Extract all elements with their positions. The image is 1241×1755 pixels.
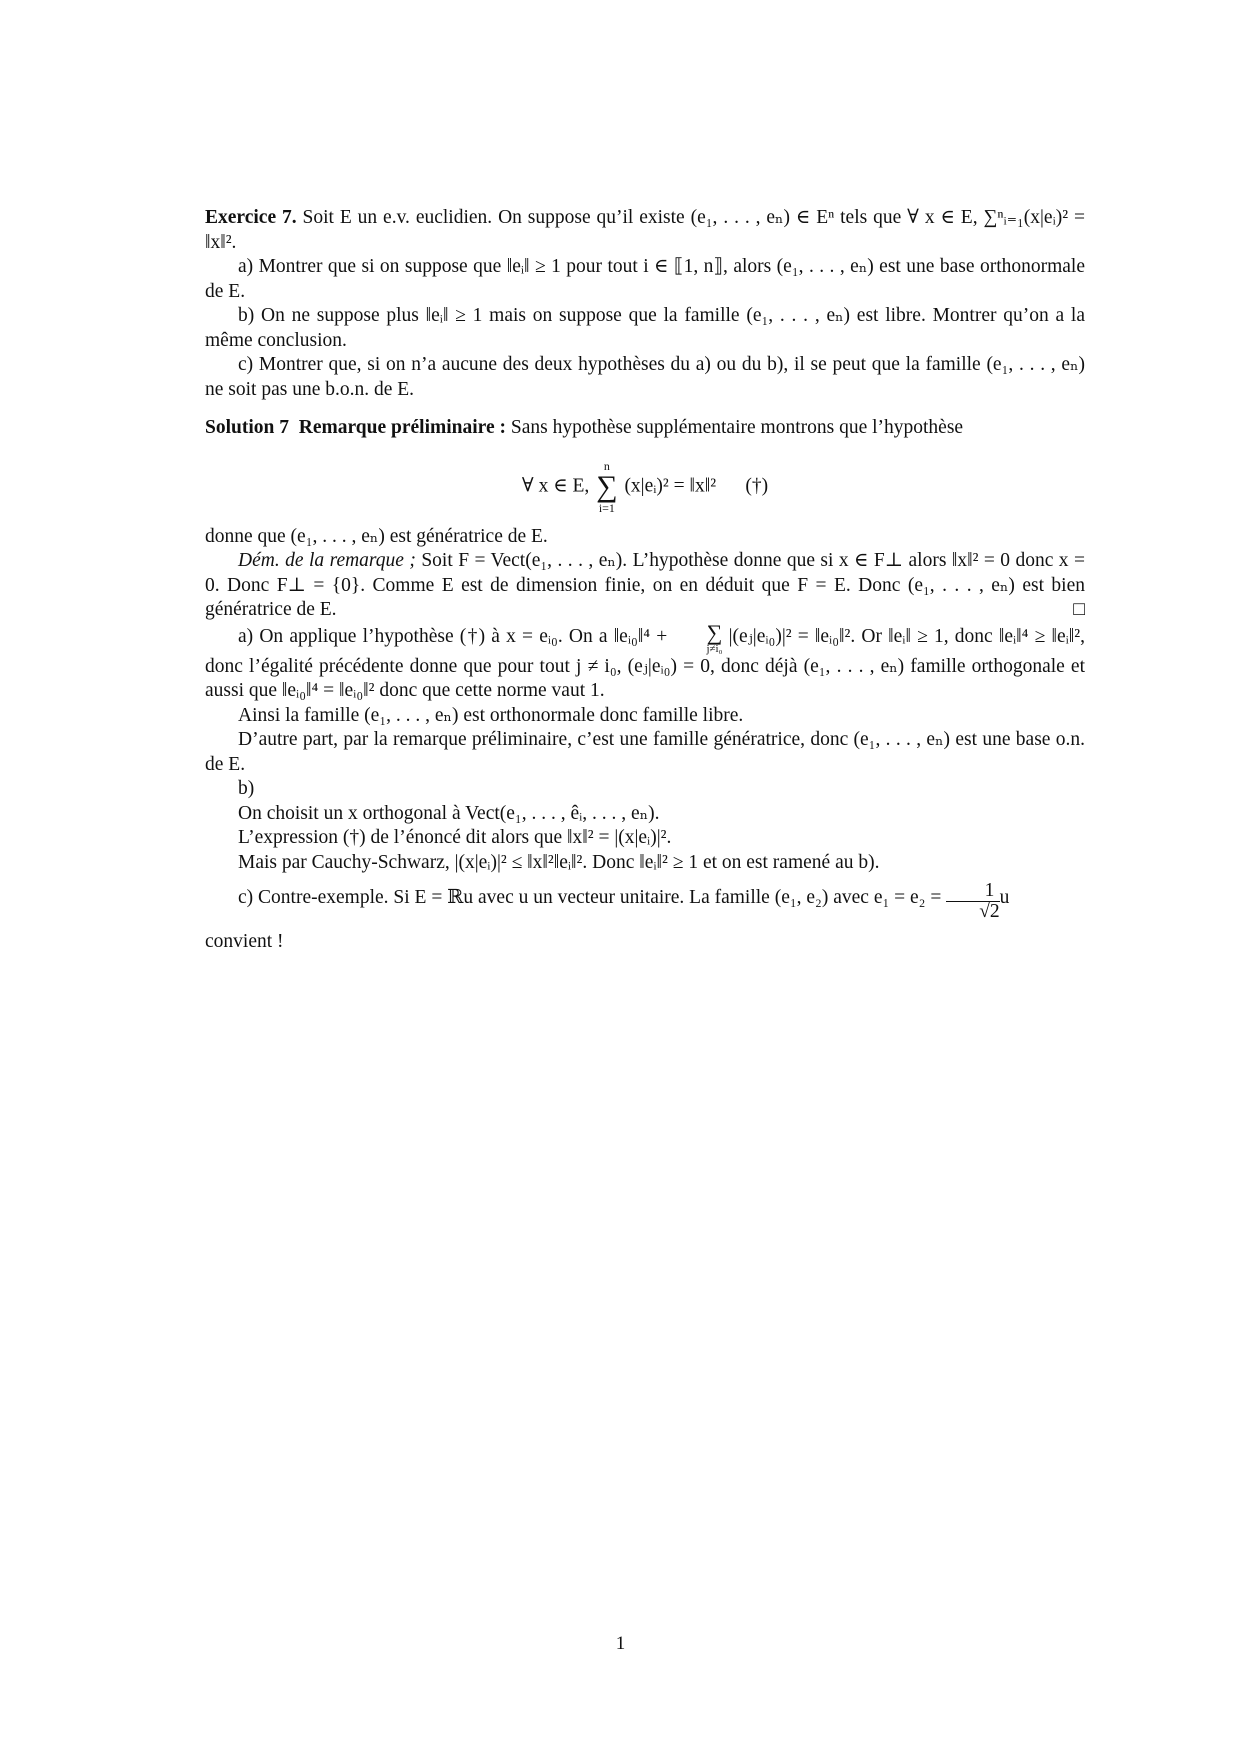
exercise-part-a: a) Montrer que si on suppose que ‖eᵢ‖ ≥ 1 pour tout i ∈ ⟦1, n⟧, alors (e₁, . . . , eₙ) est une base orthonormale de E. (205, 256, 1085, 302)
a-sum-lower-limit: j≠i₀ (706, 642, 723, 655)
display-equation (205, 459, 1085, 515)
a-summation: ∑ j≠i₀ (673, 623, 722, 655)
exercise-label: Exercice 7. (205, 207, 297, 228)
exercise-part-b: b) On ne suppose plus ‖eᵢ‖ ≥ 1 mais on suppose que la famille (e₁, . . . , eₙ) est libre. Montrer qu’on a la même conclusion. (205, 305, 1085, 351)
exercise-intro-text: Soit E un e.v. euclidien. On suppose qu’il existe (e₁, . . . , eₙ) ∈ Eⁿ tels que ∀ x ∈ E, ∑ⁿᵢ₌₁(x|eᵢ)² = ‖x‖². (205, 207, 1086, 253)
exercise-part-c: c) Montrer que, si on n’a aucune des deux hypothèses du a) ou du b), il se peut que la famille (e₁, . . . , eₙ) ne soit pas une b.o.n. de E. (205, 354, 1085, 400)
solution-label: Solution 7 (205, 417, 289, 438)
c-after: u (999, 887, 1010, 908)
b-line1: On choisit un x orthogonal à Vect(e₁, . . . , êᵢ, . . . , eₙ). (238, 802, 660, 824)
solution-part-c (205, 881, 1085, 922)
solution-heading (205, 416, 1085, 441)
after-display: donne que (e₁, . . . , eₙ) est génératrice de E. (205, 525, 548, 547)
remark-label: Remarque préliminaire : (298, 417, 506, 438)
fraction-numerator: 1 (946, 881, 999, 902)
fraction-denominator: √2 (979, 901, 1000, 922)
a-part2: |(eⱼ|eᵢ₀)|² = ‖eᵢ₀‖². Or ‖eᵢ‖ ≥ 1, donc ‖eᵢ‖⁴ ≥ ‖eᵢ‖², donc l’égalité précédente donne que pour tout j ≠ i₀, (eⱼ|eᵢ₀) = 0, donc déjà (e₁, . . . , eₙ) famille orthogonale et aussi que ‖eᵢ₀‖⁴ = ‖eᵢ₀‖² donc que cette norme vaut 1. (205, 625, 1086, 701)
summation-symbol: n ∑ i=1 (596, 458, 618, 515)
a-part1: a) On applique l’hypothèse (†) à x = eᵢ₀. On a ‖eᵢ₀‖⁴ + (238, 625, 668, 647)
document-body (205, 206, 1085, 955)
display-lhs: ∀ x ∈ E, (521, 474, 590, 496)
dem-label: Dém. de la remarque ; (238, 550, 416, 571)
sum-upper-limit: n (603, 458, 610, 473)
display-body: (x|eᵢ)² = ‖x‖² (624, 474, 717, 496)
a-line2: Ainsi la famille (e₁, . . . , eₙ) est orthonormale donc famille libre. (238, 704, 744, 726)
display-tag: (†) (745, 474, 769, 496)
remark-text: Sans hypothèse supplémentaire montrons que l’hypothèse (510, 417, 964, 438)
c-end: convient ! (205, 931, 284, 952)
b-line3: Mais par Cauchy-Schwarz, |(x|eᵢ)|² ≤ ‖x‖²‖eᵢ‖². Donc ‖eᵢ‖² ≥ 1 et on est ramené au b). (238, 851, 880, 873)
dem-text: Soit F = Vect(e₁, . . . , eₙ). L’hypothèse donne que si x ∈ F⊥ alors ‖x‖² = 0 donc x = 0. Donc F⊥ = {0}. Comme E est de dimension finie, on en déduit que F = E. Donc (e₁, . . . , eₙ) est bien génératrice de E. (205, 550, 1085, 620)
demonstration (205, 549, 1085, 623)
page-number: 1 (615, 1633, 626, 1654)
b-label: b) (238, 778, 255, 799)
qed-symbol: □ (1073, 599, 1085, 620)
c-text: c) Contre-exemple. Si E = ℝu avec u un vecteur unitaire. La famille (e₁, e₂) avec e₁ = e₂ = (238, 887, 942, 908)
sum-lower-limit: i=1 (598, 500, 615, 515)
solution-part-a (205, 619, 1086, 704)
fraction-one-over-sqrt2 (946, 881, 999, 922)
b-line2: L’expression (†) de l’énoncé dit alors que ‖x‖² = |(x|eᵢ)|². (238, 827, 672, 848)
exercise-intro (205, 206, 1085, 255)
a-line3: D’autre part, par la remarque préliminaire, c’est une famille génératrice, donc (e₁, . . . , eₙ) est une base o.n. de E. (205, 729, 1085, 775)
